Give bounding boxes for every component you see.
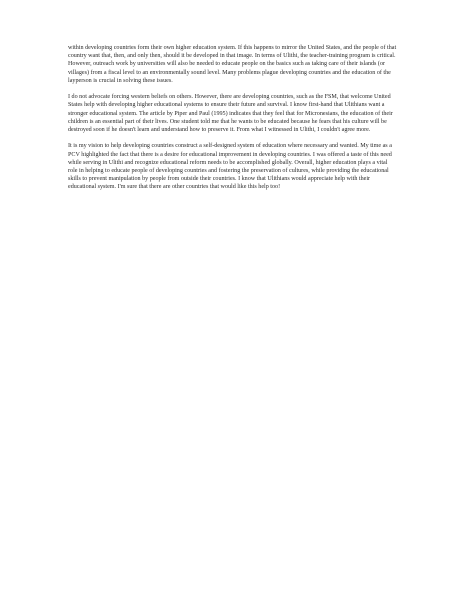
document-body <box>68 44 398 200</box>
paragraph-2: I do not advocate forcing western beliefs on others. However, there are developing countries, such as the FSM, that welcome United States help with developing higher educational systems to ensure their future and survival. I know first-hand that Ulithians want a stronger educational system. The article by Piper and Paul (1995) indicates that they feel that for Micronesians, the education of their children is an essential part of their lives. One student told me that he wants to be educated because he fears that his culture will be destroyed soon if he doesn't learn and understand how to preserve it. From what I witnessed in Ulithi, I couldn't agree more. <box>68 94 393 134</box>
paragraph-3: It is my vision to help developing countries construct a self-designed system of education where necessary and wanted. My time as a PCV highlighted the fact that there is a desire for educational improvement in developing countries. I was offered a taste of this need while serving in Ulithi and recognize educational reform needs to be accomplished globally. Overall, higher education plays a vital role in helping to educate people of developing countries and fostering the preservation of cultures, while providing the educational skills to prevent manipulation by people from outside their countries. I know that Ulithians would appreciate help with their educational system. I'm sure that there are other countries that would like this help too! <box>68 143 392 191</box>
paragraph-1: within developing countries form their own higher education system. If this happens to mirror the United States, and the people of that country want that, then, and only then, should it be developed in that image. In terms of Ulithi, the teacher-training program is critical. However, outreach work by universities will also be needed to educate people on the basics such as taking care of their islands (or villages) from a fiscal level to an environmentally sound level. Many problems plague developing countries and the education of the layperson is crucial in solving these issues. <box>68 45 397 84</box>
